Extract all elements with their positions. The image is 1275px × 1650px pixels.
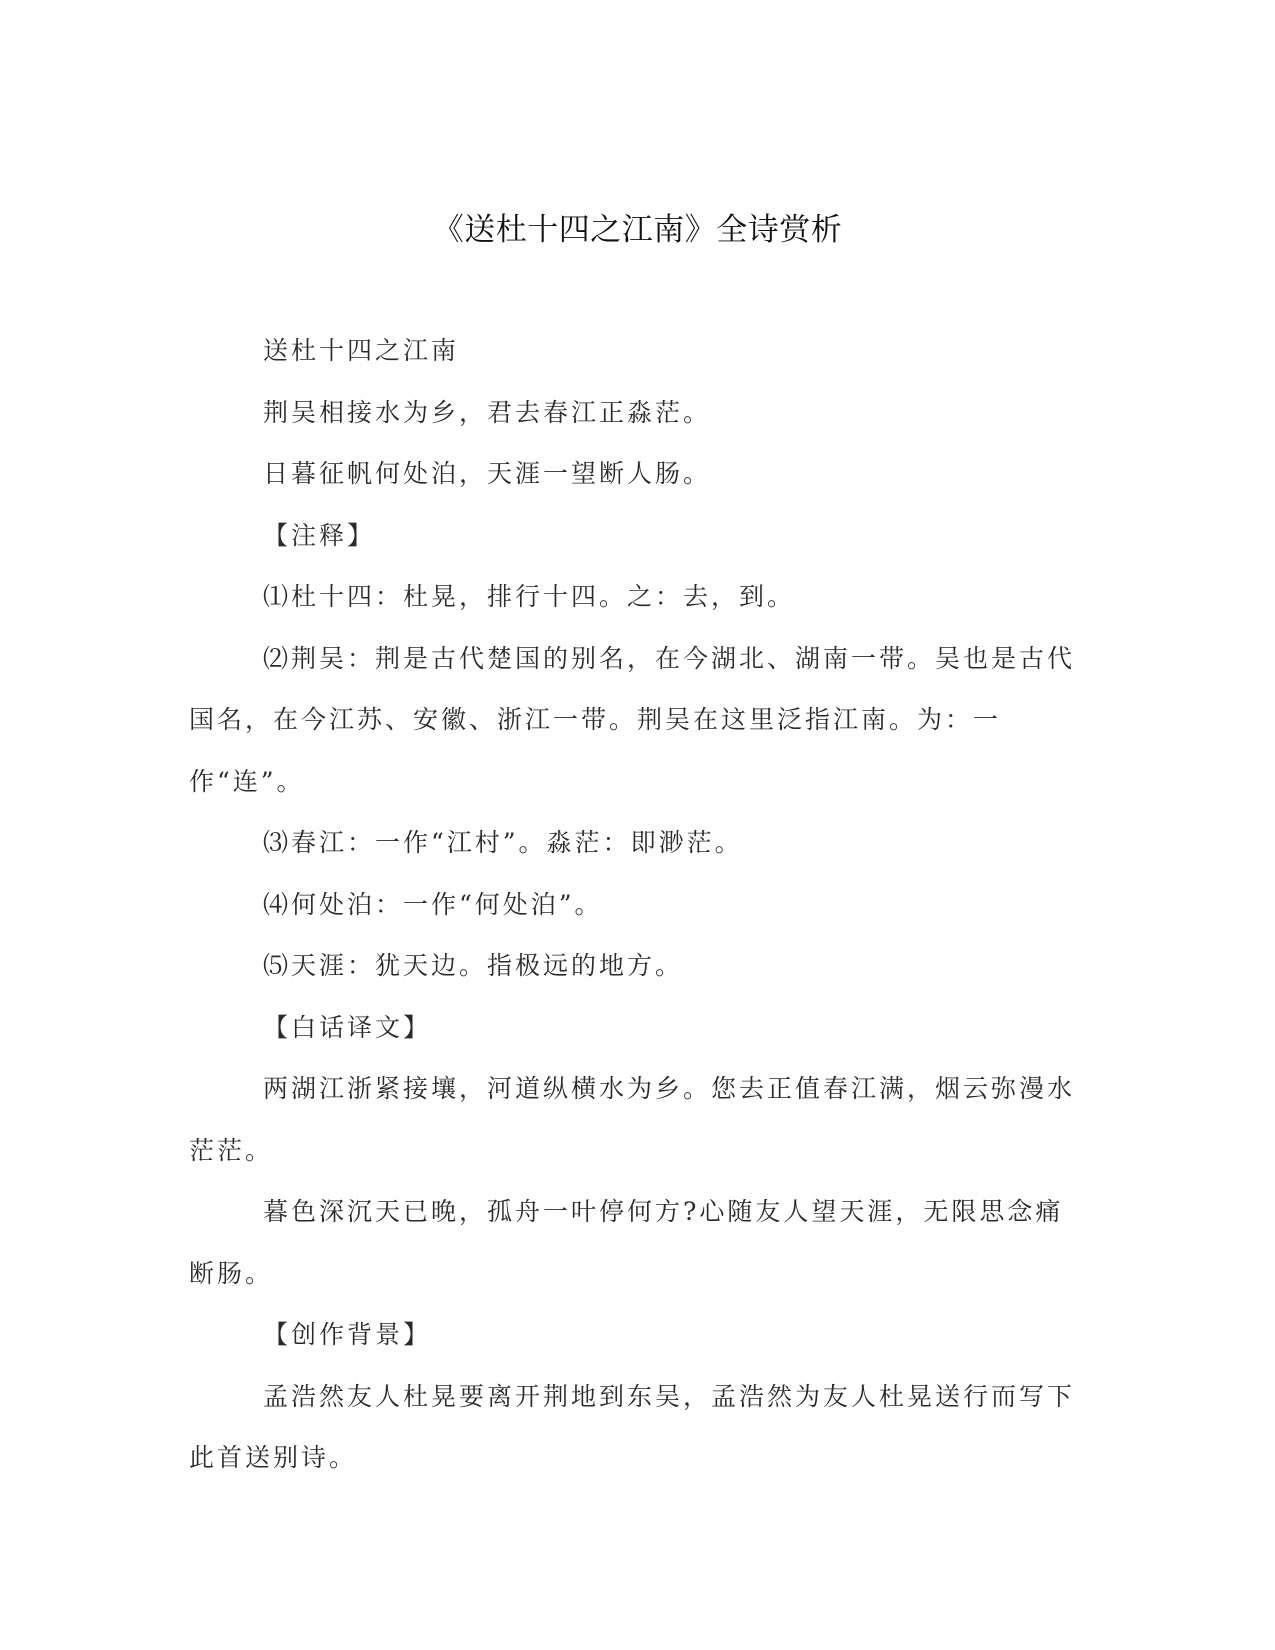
document-body <box>189 320 1079 1489</box>
translation-1: 两湖江浙紧接壤，河道纵横水为乡。您去正值春江满，烟云弥漫水茫茫。 <box>189 1074 1076 1165</box>
poem-line-2: 日暮征帆何处泊，天涯一望断人肠。 <box>263 459 712 488</box>
document-title: 《送杜十四之江南》全诗赏析 <box>432 212 843 248</box>
background-text: 孟浩然友人杜晃要离开荆地到东吴，孟浩然为友人杜晃送行而写下此首送别诗。 <box>189 1381 1076 1472</box>
section-heading-translation: 【白话译文】 <box>263 1012 432 1042</box>
note-1: ⑴杜十四：杜晃，排行十四。之：去，到。 <box>263 582 796 611</box>
section-heading-background: 【创作背景】 <box>263 1320 432 1349</box>
note-2: ⑵荆吴：荆是古代楚国的别名，在今湖北、湖南一带。吴也是古代国名，在今江苏、安徽、浙江一带。荆吴在这里泛指江南。为：一作“连”。 <box>189 643 1076 796</box>
translation-2: 暮色深沉天已晚，孤舟一叶停何方?心随友人望天涯，无限思念痛断肠。 <box>189 1197 1064 1288</box>
poem-title: 送杜十四之江南 <box>263 336 460 365</box>
note-3: ⑶春江：一作“江村”。淼茫：即渺茫。 <box>263 828 743 857</box>
note-5: ⑸天涯：犹天边。指极远的地方。 <box>263 951 684 980</box>
note-4: ⑷何处泊：一作“何处泊”。 <box>263 889 603 919</box>
section-heading-notes: 【注释】 <box>263 520 376 550</box>
poem-line-1: 荆吴相接水为乡，君去春江正淼茫。 <box>263 397 712 427</box>
